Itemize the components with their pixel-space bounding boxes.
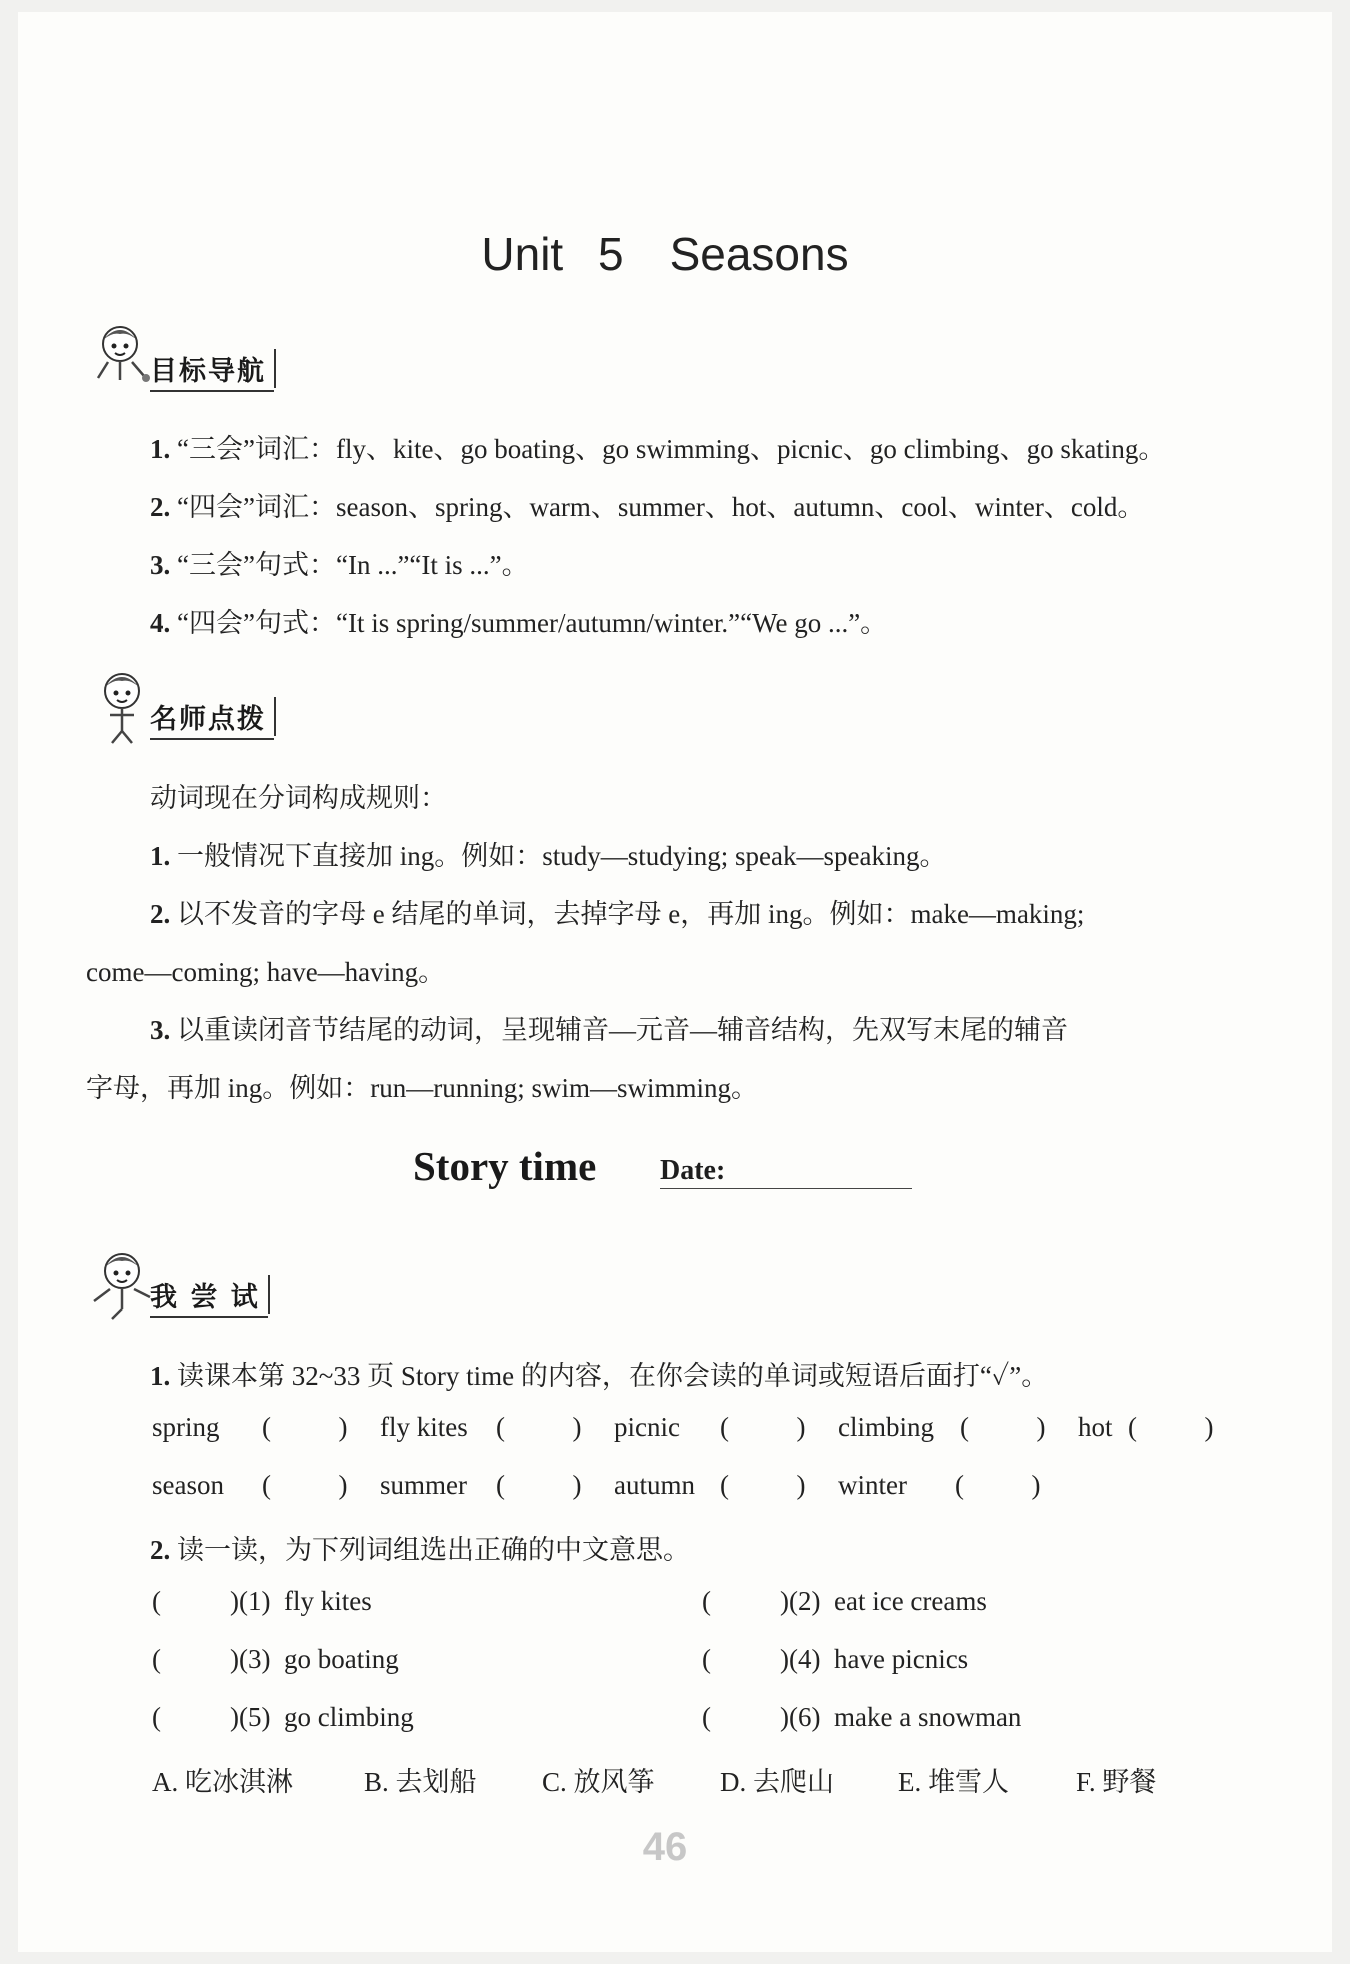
word-winter: winter <box>838 1470 907 1500</box>
check-blank-fly-kites[interactable]: ( ) <box>496 1412 582 1442</box>
tip-rule-3: 3. 以重读闭音节结尾的动词，呈现辅音—元音—辅音结构，先双写末尾的辅音 <box>150 1015 1068 1045</box>
tip-rule-2: 2. 以不发音的字母 e 结尾的单词，去掉字母 e，再加 ing。例如：make—making; <box>150 899 1085 929</box>
mascot-girl-icon <box>88 318 158 388</box>
phrase-item-4: )(4) have picnics <box>780 1644 969 1674</box>
word-picnic: picnic <box>614 1412 680 1442</box>
word-spring: spring <box>152 1412 220 1442</box>
option-a: A. 吃冰淇淋 <box>152 1767 293 1797</box>
goals-section-header <box>150 322 450 392</box>
answer-blank-6[interactable]: ( <box>702 1702 765 1732</box>
option-f: F. 野餐 <box>1076 1767 1157 1797</box>
try-question-1: 1. 读课本第 32~33 页 Story time 的内容，在你会读的单词或短语后面打“✓”。 <box>150 1361 1049 1391</box>
goal-item-1: 1. “三会”词汇：fly、kite、go boating、go swimming、picnic、go climbing、go skating。 <box>150 434 1166 464</box>
date-blank[interactable] <box>660 1188 912 1189</box>
goal-item-2: 2. “四会”词汇：season、spring、warm、summer、hot、autumn、cool、winter、cold。 <box>150 492 1145 522</box>
tips-section-header <box>150 670 450 740</box>
goals-heading: 目标导航 <box>150 349 276 388</box>
tip-rule-2-continued: come—coming; have—having。 <box>86 957 446 987</box>
check-blank-hot[interactable]: ( ) <box>1128 1412 1214 1442</box>
try-heading: 我 尝 试 <box>150 1275 270 1314</box>
option-c: C. 放风筝 <box>542 1767 655 1797</box>
goal-item-4: 4. “四会”句式：“It is spring/summer/autumn/winter.”“We go ...”。 <box>150 608 888 638</box>
answer-blank-3[interactable]: ( <box>152 1644 215 1674</box>
word-fly-kites: fly kites <box>380 1412 468 1442</box>
tips-heading: 名师点拨 <box>150 697 276 736</box>
phrase-item-6: )(6) make a snowman <box>780 1702 1022 1732</box>
mascot-girl-icon <box>86 1245 158 1320</box>
tip-rule-3-continued: 字母，再加 ing。例如：run—running; swim—swimming。 <box>86 1073 759 1103</box>
word-hot: hot <box>1078 1412 1113 1442</box>
option-d: D. 去爬山 <box>720 1767 834 1797</box>
check-blank-winter[interactable]: ( ) <box>955 1470 1041 1500</box>
mascot-girl-icon <box>88 665 158 745</box>
word-summer: summer <box>380 1470 467 1500</box>
answer-blank-5[interactable]: ( <box>152 1702 215 1732</box>
tips-intro: 动词现在分词构成规则： <box>150 783 447 813</box>
phrase-item-3: )(3) go boating <box>230 1644 399 1674</box>
check-blank-climbing[interactable]: ( ) <box>960 1412 1046 1442</box>
answer-blank-4[interactable]: ( <box>702 1644 765 1674</box>
date-label: Date: <box>660 1155 726 1186</box>
try-section-header <box>150 1248 450 1318</box>
phrase-item-2: )(2) eat ice creams <box>780 1586 987 1616</box>
page-title: Unit 5 Seasons <box>481 228 849 280</box>
page-number: 46 <box>642 1825 688 1869</box>
word-season: season <box>152 1470 224 1500</box>
check-blank-summer[interactable]: ( ) <box>496 1470 582 1500</box>
phrase-item-5: )(5) go climbing <box>230 1702 414 1732</box>
option-b: B. 去划船 <box>364 1767 477 1797</box>
story-time-title: Story time <box>413 1143 597 1189</box>
goal-item-3: 3. “三会”句式：“In ...”“It is ...”。 <box>150 550 529 580</box>
check-blank-season[interactable]: ( ) <box>262 1470 348 1500</box>
check-blank-autumn[interactable]: ( ) <box>720 1470 806 1500</box>
check-blank-spring[interactable]: ( ) <box>262 1412 348 1442</box>
answer-blank-1[interactable]: ( <box>152 1586 215 1616</box>
tip-rule-1: 1. 一般情况下直接加 ing。例如：study—studying; speak—speaking。 <box>150 841 947 871</box>
check-blank-picnic[interactable]: ( ) <box>720 1412 806 1442</box>
word-autumn: autumn <box>614 1470 695 1500</box>
answer-blank-2[interactable]: ( <box>702 1586 765 1616</box>
option-e: E. 堆雪人 <box>898 1767 1009 1797</box>
word-climbing: climbing <box>838 1412 934 1442</box>
phrase-item-1: )(1) fly kites <box>230 1586 372 1616</box>
try-question-2: 2. 读一读，为下列词组选出正确的中文意思。 <box>150 1535 690 1565</box>
